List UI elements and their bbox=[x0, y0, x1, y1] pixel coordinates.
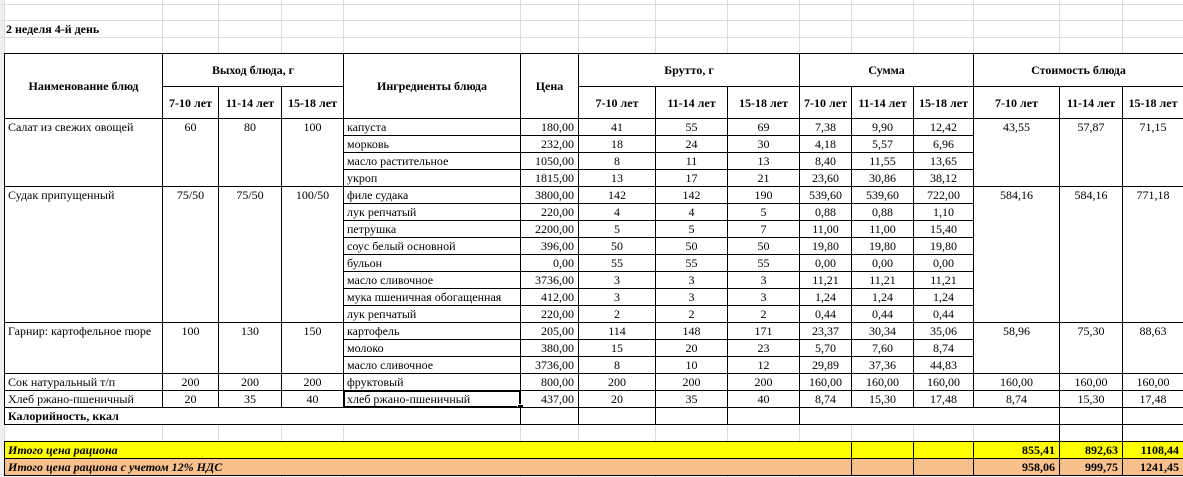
dish-output[interactable]: 200 bbox=[218, 373, 282, 391]
dish-output[interactable]: 200 bbox=[281, 373, 344, 391]
ingredient-price[interactable]: 2200,00 bbox=[520, 220, 579, 238]
header-dish-name[interactable]: Наименование блюд bbox=[4, 53, 163, 119]
ingredient-name[interactable]: лук репчатый bbox=[343, 203, 521, 221]
dish-cost[interactable]: 8,74 bbox=[973, 390, 1060, 408]
ingredient-brutto[interactable]: 2 bbox=[727, 305, 800, 323]
ingredient-brutto[interactable]: 55 bbox=[655, 118, 728, 136]
dish-cost[interactable]: 71,15 bbox=[1122, 118, 1183, 187]
ingredient-price[interactable]: 412,00 bbox=[520, 288, 579, 306]
ingredient-price[interactable]: 180,00 bbox=[520, 118, 579, 136]
ingredient-brutto[interactable]: 20 bbox=[655, 339, 728, 357]
ingredient-brutto[interactable]: 50 bbox=[727, 237, 800, 255]
ingredient-sum[interactable]: 30,34 bbox=[851, 322, 914, 340]
ingredient-sum[interactable]: 12,42 bbox=[913, 118, 974, 136]
ingredient-name[interactable]: мука пшеничная обогащенная bbox=[343, 288, 521, 306]
ingredient-sum[interactable]: 23,60 bbox=[799, 169, 852, 187]
dish-name[interactable]: Хлеб ржано-пшеничный bbox=[4, 390, 163, 408]
ingredient-price[interactable]: 396,00 bbox=[520, 237, 579, 255]
calories-sum[interactable] bbox=[799, 407, 1060, 425]
ingredient-brutto[interactable]: 40 bbox=[727, 390, 800, 408]
dish-output[interactable]: 100/50 bbox=[281, 186, 344, 323]
ingredient-name[interactable]: масло сливочное bbox=[343, 271, 521, 289]
ingredient-brutto[interactable]: 12 bbox=[727, 356, 800, 374]
header-price[interactable]: Цена bbox=[520, 53, 579, 119]
header-ingredients[interactable]: Ингредиенты блюда bbox=[343, 53, 521, 119]
ingredient-name[interactable]: фруктовый bbox=[343, 373, 521, 391]
ingredient-sum[interactable]: 0,88 bbox=[851, 203, 914, 221]
ingredient-name[interactable]: морковь bbox=[343, 135, 521, 153]
ingredient-brutto[interactable]: 190 bbox=[727, 186, 800, 204]
dish-output[interactable]: 80 bbox=[218, 118, 282, 187]
dish-cost[interactable]: 15,30 bbox=[1059, 390, 1123, 408]
dish-output[interactable]: 60 bbox=[162, 118, 219, 187]
ingredient-brutto[interactable]: 3 bbox=[655, 288, 728, 306]
ingredient-sum[interactable]: 11,21 bbox=[799, 271, 852, 289]
ingredient-brutto[interactable]: 5 bbox=[655, 220, 728, 238]
ingredient-brutto[interactable]: 21 bbox=[727, 169, 800, 187]
ingredient-sum[interactable]: 0,00 bbox=[913, 254, 974, 272]
ingredient-sum[interactable]: 0,44 bbox=[913, 305, 974, 323]
ingredient-price[interactable]: 380,00 bbox=[520, 339, 579, 357]
calories-cost[interactable] bbox=[1059, 407, 1123, 425]
ingredient-sum[interactable]: 5,70 bbox=[799, 339, 852, 357]
ingredient-name[interactable]: бульон bbox=[343, 254, 521, 272]
ingredient-sum[interactable]: 5,57 bbox=[851, 135, 914, 153]
header-age-brutto[interactable]: 7-10 лет bbox=[578, 86, 656, 119]
ingredient-brutto[interactable]: 30 bbox=[727, 135, 800, 153]
calories-cost[interactable] bbox=[1122, 407, 1183, 425]
total-empty[interactable] bbox=[913, 458, 974, 476]
dish-cost[interactable]: 584,16 bbox=[1059, 186, 1123, 323]
ingredient-price[interactable]: 3736,00 bbox=[520, 271, 579, 289]
total-empty[interactable] bbox=[851, 458, 914, 476]
ingredient-sum[interactable]: 37,36 bbox=[851, 356, 914, 374]
ingredient-sum[interactable]: 11,55 bbox=[851, 152, 914, 170]
ingredient-sum[interactable]: 722,00 bbox=[913, 186, 974, 204]
ingredient-brutto[interactable]: 18 bbox=[578, 135, 656, 153]
dish-cost[interactable]: 160,00 bbox=[1059, 373, 1123, 391]
ingredient-brutto[interactable]: 200 bbox=[655, 373, 728, 391]
calories-brutto[interactable] bbox=[655, 407, 728, 425]
total-label[interactable]: Итого цена рациона bbox=[4, 441, 852, 459]
dish-output[interactable]: 130 bbox=[218, 322, 282, 374]
ingredient-brutto[interactable]: 3 bbox=[578, 271, 656, 289]
ingredient-sum[interactable]: 4,18 bbox=[799, 135, 852, 153]
ingredient-name[interactable]: масло растительное bbox=[343, 152, 521, 170]
ingredient-price[interactable]: 0,00 bbox=[520, 254, 579, 272]
dish-cost[interactable]: 160,00 bbox=[1122, 373, 1183, 391]
ingredient-sum[interactable]: 1,24 bbox=[799, 288, 852, 306]
header-output[interactable]: Выход блюда, г bbox=[162, 53, 344, 87]
header-sum[interactable]: Сумма bbox=[799, 53, 974, 87]
total-vat-label[interactable]: Итого цена рациона с учетом 12% НДС bbox=[4, 458, 852, 476]
ingredient-price[interactable]: 800,00 bbox=[520, 373, 579, 391]
ingredient-sum[interactable]: 160,00 bbox=[913, 373, 974, 391]
ingredient-brutto[interactable]: 4 bbox=[578, 203, 656, 221]
ingredient-brutto[interactable]: 35 bbox=[655, 390, 728, 408]
dish-cost[interactable]: 17,48 bbox=[1122, 390, 1183, 408]
header-cost[interactable]: Стоимость блюда bbox=[973, 53, 1183, 87]
ingredient-price[interactable]: 437,00 bbox=[520, 390, 579, 408]
ingredient-brutto[interactable]: 13 bbox=[727, 152, 800, 170]
blank-cell[interactable] bbox=[1122, 424, 1183, 442]
calories-brutto[interactable] bbox=[578, 407, 656, 425]
ingredient-sum[interactable]: 9,90 bbox=[851, 118, 914, 136]
header-age-output[interactable]: 11-14 лет bbox=[218, 86, 282, 119]
ingredient-brutto[interactable]: 41 bbox=[578, 118, 656, 136]
ingredient-sum[interactable]: 7,60 bbox=[851, 339, 914, 357]
dish-cost[interactable]: 771,18 bbox=[1122, 186, 1183, 323]
ingredient-brutto[interactable]: 200 bbox=[578, 373, 656, 391]
ingredient-price[interactable]: 205,00 bbox=[520, 322, 579, 340]
ingredient-brutto[interactable]: 20 bbox=[578, 390, 656, 408]
ingredient-brutto[interactable]: 55 bbox=[727, 254, 800, 272]
ingredient-sum[interactable]: 8,40 bbox=[799, 152, 852, 170]
ingredient-sum[interactable]: 19,80 bbox=[913, 237, 974, 255]
ingredient-sum[interactable]: 11,21 bbox=[851, 271, 914, 289]
ingredient-sum[interactable]: 1,24 bbox=[913, 288, 974, 306]
ingredient-name[interactable]: масло сливочное bbox=[343, 356, 521, 374]
ingredient-brutto[interactable]: 10 bbox=[655, 356, 728, 374]
header-age-sum[interactable]: 7-10 лет bbox=[799, 86, 852, 119]
ingredient-sum[interactable]: 0,44 bbox=[799, 305, 852, 323]
total-vat-value[interactable]: 1241,45 bbox=[1122, 458, 1183, 476]
ingredient-name[interactable]: филе судака bbox=[343, 186, 521, 204]
header-age-sum[interactable]: 15-18 лет bbox=[913, 86, 974, 119]
ingredient-sum[interactable]: 11,00 bbox=[851, 220, 914, 238]
header-age-output[interactable]: 15-18 лет bbox=[281, 86, 344, 119]
ingredient-brutto[interactable]: 171 bbox=[727, 322, 800, 340]
dish-output[interactable]: 35 bbox=[218, 390, 282, 408]
dish-name[interactable]: Гарнир: картофельное пюре bbox=[4, 322, 163, 374]
calories-brutto[interactable] bbox=[727, 407, 800, 425]
ingredient-brutto[interactable]: 5 bbox=[727, 203, 800, 221]
ingredient-brutto[interactable]: 17 bbox=[655, 169, 728, 187]
ingredient-name[interactable]: картофель bbox=[343, 322, 521, 340]
ingredient-sum[interactable]: 11,21 bbox=[913, 271, 974, 289]
ingredient-sum[interactable]: 8,74 bbox=[913, 339, 974, 357]
ingredient-sum[interactable]: 19,80 bbox=[851, 237, 914, 255]
ingredient-price[interactable]: 232,00 bbox=[520, 135, 579, 153]
dish-output[interactable]: 75/50 bbox=[218, 186, 282, 323]
ingredient-price[interactable]: 220,00 bbox=[520, 305, 579, 323]
total-value[interactable]: 892,63 bbox=[1059, 441, 1123, 459]
ingredient-sum[interactable]: 160,00 bbox=[799, 373, 852, 391]
calories-price[interactable] bbox=[520, 407, 579, 425]
dish-output[interactable]: 150 bbox=[281, 322, 344, 374]
total-value[interactable]: 1108,44 bbox=[1122, 441, 1183, 459]
ingredient-brutto[interactable]: 8 bbox=[578, 356, 656, 374]
ingredient-sum[interactable]: 29,89 bbox=[799, 356, 852, 374]
ingredient-sum[interactable]: 160,00 bbox=[851, 373, 914, 391]
ingredient-sum[interactable]: 30,86 bbox=[851, 169, 914, 187]
ingredient-brutto[interactable]: 3 bbox=[727, 288, 800, 306]
dish-output[interactable]: 75/50 bbox=[162, 186, 219, 323]
header-age-output[interactable]: 7-10 лет bbox=[162, 86, 219, 119]
dish-output[interactable]: 20 bbox=[162, 390, 219, 408]
ingredient-brutto[interactable]: 15 bbox=[578, 339, 656, 357]
ingredient-brutto[interactable]: 69 bbox=[727, 118, 800, 136]
ingredient-sum[interactable]: 8,74 bbox=[799, 390, 852, 408]
dish-cost[interactable]: 584,16 bbox=[973, 186, 1060, 323]
blank-cell[interactable] bbox=[1059, 424, 1123, 442]
dish-cost[interactable]: 58,96 bbox=[973, 322, 1060, 374]
dish-name[interactable]: Сок натуральный т/п bbox=[4, 373, 163, 391]
ingredient-sum[interactable]: 539,60 bbox=[851, 186, 914, 204]
ingredient-brutto[interactable]: 2 bbox=[655, 305, 728, 323]
ingredient-name[interactable]: петрушка bbox=[343, 220, 521, 238]
ingredient-sum[interactable]: 11,00 bbox=[799, 220, 852, 238]
ingredient-sum[interactable]: 1,10 bbox=[913, 203, 974, 221]
total-value[interactable]: 855,41 bbox=[973, 441, 1060, 459]
ingredient-sum[interactable]: 6,96 bbox=[913, 135, 974, 153]
ingredient-sum[interactable]: 539,60 bbox=[799, 186, 852, 204]
ingredient-price[interactable]: 1815,00 bbox=[520, 169, 579, 187]
dish-cost[interactable]: 43,55 bbox=[973, 118, 1060, 187]
ingredient-sum[interactable]: 44,83 bbox=[913, 356, 974, 374]
ingredient-brutto[interactable]: 13 bbox=[578, 169, 656, 187]
ingredient-sum[interactable]: 1,24 bbox=[851, 288, 914, 306]
dish-name[interactable]: Салат из свежих овощей bbox=[4, 118, 163, 187]
ingredient-price[interactable]: 1050,00 bbox=[520, 152, 579, 170]
ingredient-sum[interactable]: 13,65 bbox=[913, 152, 974, 170]
ingredient-name[interactable]: хлеб ржано-пшеничный bbox=[343, 390, 521, 408]
ingredient-sum[interactable]: 0,00 bbox=[851, 254, 914, 272]
dish-cost[interactable]: 88,63 bbox=[1122, 322, 1183, 374]
ingredient-brutto[interactable]: 8 bbox=[578, 152, 656, 170]
ingredient-brutto[interactable]: 3 bbox=[655, 271, 728, 289]
header-age-cost[interactable]: 15-18 лет bbox=[1122, 86, 1183, 119]
ingredient-brutto[interactable]: 11 bbox=[655, 152, 728, 170]
ingredient-brutto[interactable]: 23 bbox=[727, 339, 800, 357]
ingredient-name[interactable]: молоко bbox=[343, 339, 521, 357]
ingredient-brutto[interactable]: 4 bbox=[655, 203, 728, 221]
ingredient-sum[interactable]: 0,88 bbox=[799, 203, 852, 221]
ingredient-brutto[interactable]: 2 bbox=[578, 305, 656, 323]
ingredient-brutto[interactable]: 142 bbox=[655, 186, 728, 204]
total-empty[interactable] bbox=[913, 441, 974, 459]
header-age-cost[interactable]: 7-10 лет bbox=[973, 86, 1060, 119]
ingredient-sum[interactable]: 19,80 bbox=[799, 237, 852, 255]
ingredient-brutto[interactable]: 50 bbox=[655, 237, 728, 255]
dish-output[interactable]: 100 bbox=[281, 118, 344, 187]
ingredient-price[interactable]: 3736,00 bbox=[520, 356, 579, 374]
ingredient-brutto[interactable]: 3 bbox=[578, 288, 656, 306]
ingredient-price[interactable]: 220,00 bbox=[520, 203, 579, 221]
ingredient-brutto[interactable]: 55 bbox=[655, 254, 728, 272]
ingredient-brutto[interactable]: 7 bbox=[727, 220, 800, 238]
ingredient-sum[interactable]: 38,12 bbox=[913, 169, 974, 187]
ingredient-sum[interactable]: 15,30 bbox=[851, 390, 914, 408]
ingredient-name[interactable]: лук репчатый bbox=[343, 305, 521, 323]
dish-cost[interactable]: 75,30 bbox=[1059, 322, 1123, 374]
calories-label[interactable]: Калорийность, ккал bbox=[4, 407, 521, 425]
header-brutto[interactable]: Брутто, г bbox=[578, 53, 800, 87]
total-vat-value[interactable]: 958,06 bbox=[973, 458, 1060, 476]
ingredient-brutto[interactable]: 50 bbox=[578, 237, 656, 255]
dish-output[interactable]: 100 bbox=[162, 322, 219, 374]
ingredient-sum[interactable]: 35,06 bbox=[913, 322, 974, 340]
ingredient-brutto[interactable]: 142 bbox=[578, 186, 656, 204]
dish-cost[interactable]: 160,00 bbox=[973, 373, 1060, 391]
ingredient-brutto[interactable]: 200 bbox=[727, 373, 800, 391]
ingredient-brutto[interactable]: 5 bbox=[578, 220, 656, 238]
ingredient-name[interactable]: капуста bbox=[343, 118, 521, 136]
ingredient-brutto[interactable]: 148 bbox=[655, 322, 728, 340]
header-age-sum[interactable]: 11-14 лет bbox=[851, 86, 914, 119]
header-age-brutto[interactable]: 11-14 лет bbox=[655, 86, 728, 119]
total-empty[interactable] bbox=[851, 441, 914, 459]
ingredient-sum[interactable]: 23,37 bbox=[799, 322, 852, 340]
ingredient-brutto[interactable]: 114 bbox=[578, 322, 656, 340]
header-age-cost[interactable]: 11-14 лет bbox=[1059, 86, 1123, 119]
dish-name[interactable]: Судак припущенный bbox=[4, 186, 163, 323]
ingredient-sum[interactable]: 0,44 bbox=[851, 305, 914, 323]
dish-output[interactable]: 40 bbox=[281, 390, 344, 408]
total-vat-value[interactable]: 999,75 bbox=[1059, 458, 1123, 476]
sheet-title: 2 неделя 4-й день bbox=[6, 22, 100, 36]
ingredient-sum[interactable]: 15,40 bbox=[913, 220, 974, 238]
dish-output[interactable]: 200 bbox=[162, 373, 219, 391]
ingredient-sum[interactable]: 17,48 bbox=[913, 390, 974, 408]
dish-cost[interactable]: 57,87 bbox=[1059, 118, 1123, 187]
ingredient-price[interactable]: 3800,00 bbox=[520, 186, 579, 204]
ingredient-name[interactable]: укроп bbox=[343, 169, 521, 187]
ingredient-brutto[interactable]: 55 bbox=[578, 254, 656, 272]
ingredient-name[interactable]: соус белый основной bbox=[343, 237, 521, 255]
ingredient-brutto[interactable]: 3 bbox=[727, 271, 800, 289]
ingredient-sum[interactable]: 0,00 bbox=[799, 254, 852, 272]
ingredient-brutto[interactable]: 24 bbox=[655, 135, 728, 153]
header-age-brutto[interactable]: 15-18 лет bbox=[727, 86, 800, 119]
ingredient-sum[interactable]: 7,38 bbox=[799, 118, 852, 136]
